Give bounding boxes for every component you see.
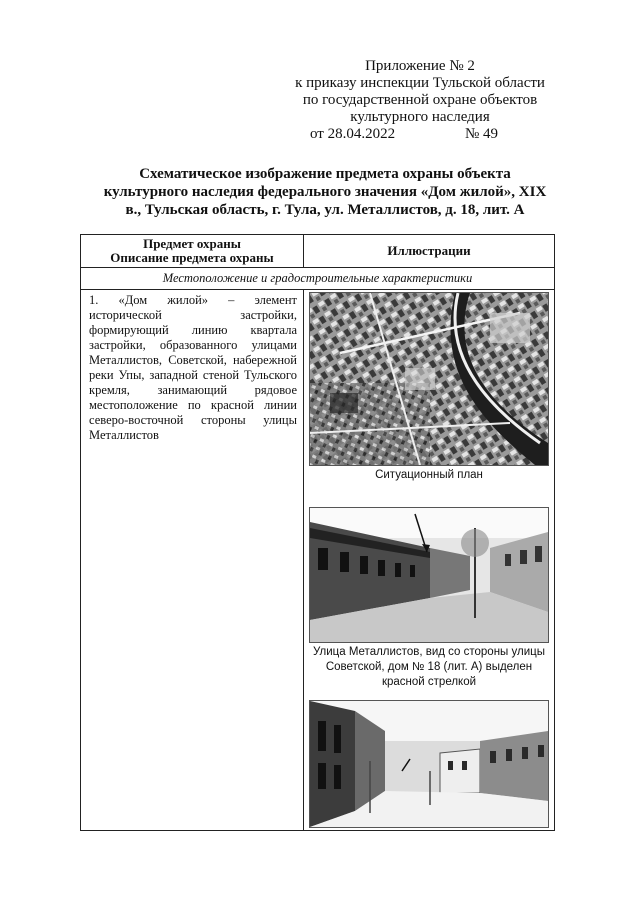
- appendix-header: [280, 58, 560, 143]
- appendix-line: культурного наследия: [350, 109, 490, 125]
- table-header-row: [81, 235, 555, 268]
- title-line: в., Тульская область, г. Тула, ул. Металлистов, д. 18, лит. А: [125, 202, 525, 218]
- title-line: Схематическое изображение предмета охраны объекта: [139, 166, 511, 182]
- caption-line: Улица Металлистов, вид со стороны улицы: [312, 646, 545, 658]
- protection-table: [80, 234, 555, 831]
- appendix-line: к приказу инспекции Тульской области: [295, 75, 545, 91]
- document-title: [95, 165, 555, 219]
- title-line: культурного наследия федерального значения «Дом жилой», XIX: [103, 184, 547, 200]
- order-number: № 49: [465, 126, 499, 142]
- table-row: [81, 290, 555, 831]
- caption-line: Советской, дом № 18 (лит. А) выделен: [325, 661, 533, 673]
- caption-line: красной стрелкой: [381, 676, 477, 688]
- street-view-caption: [308, 645, 550, 690]
- header-label: Предмет охраны: [143, 236, 241, 251]
- section-row: [81, 268, 555, 290]
- site-plan-image: [309, 292, 549, 466]
- order-date: от 28.04.2022: [310, 126, 396, 142]
- street-view-image: [309, 507, 549, 643]
- section-title: Местоположение и градостроительные характеристики: [81, 268, 555, 290]
- appendix-line: по государственной охране объектов: [302, 92, 538, 108]
- header-label: Описание предмета охраны: [110, 250, 274, 265]
- street-photo-image: [309, 700, 549, 828]
- appendix-line: Приложение № 2: [365, 58, 475, 74]
- site-plan-caption: Ситуационный план: [375, 469, 483, 481]
- appendix-meta: [280, 126, 560, 143]
- description-cell: [81, 290, 304, 831]
- header-description: [81, 235, 304, 268]
- illustrations-cell: [304, 290, 555, 831]
- header-illustrations: Иллюстрации: [304, 235, 555, 268]
- item-description: 1. «Дом жилой» – элемент исторической застройки, формирующий линию квартала застройки, образованного улицами Металлистов, Советской, набережной реки Упы, западной стеной Тульского кремля, занимающий рядовое местоположение по красной линии северо-восточной стороны улицы Металлистов: [89, 293, 297, 442]
